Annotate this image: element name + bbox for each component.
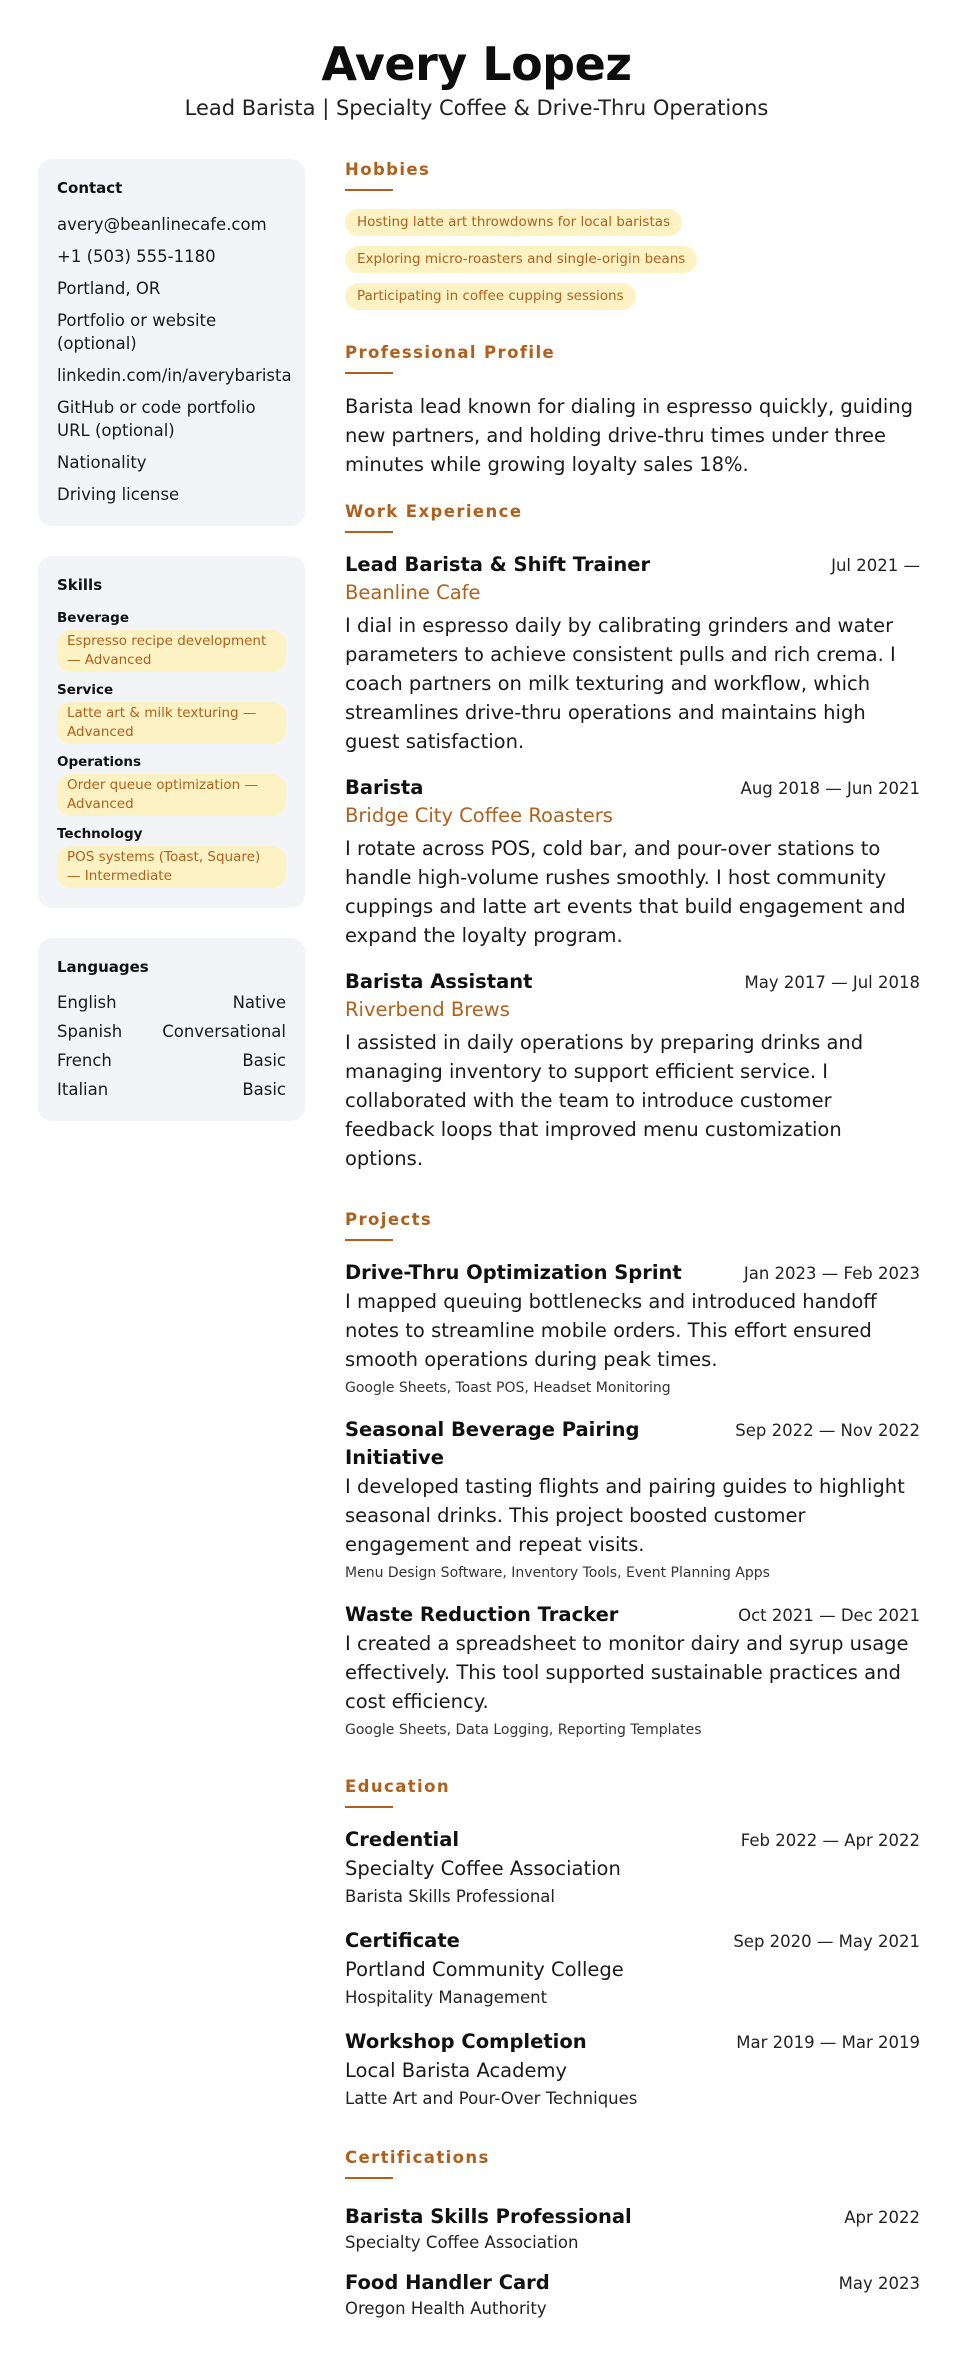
skill-group [57, 610, 286, 672]
contact-location: Portland, OR [57, 279, 161, 298]
certification-issuer: Oregon Health Authority [345, 2299, 547, 2318]
skill-group [57, 682, 286, 744]
language-name: Spanish [57, 1022, 123, 1041]
job-description: I assisted in daily operations by preparing drinks and managing inventory to support efficient service. I collaborated with the team to introduce customer feedback loops that improved menu customization options. [345, 1031, 864, 1170]
resume-header [0, 0, 953, 122]
field-of-study: Latte Art and Pour-Over Techniques [345, 2089, 638, 2108]
job-dates: Aug 2018 — Jun 2021 [740, 779, 920, 798]
job-dates: Jul 2021 — [831, 556, 920, 575]
language-row [57, 1021, 286, 1043]
project-entry [345, 1259, 920, 1398]
main-content [345, 159, 920, 2343]
skills-card [38, 556, 305, 908]
skill-group [57, 754, 286, 816]
degree-name: Credential [345, 1828, 460, 1851]
contact-nationality: Nationality [57, 453, 147, 472]
job-description: I rotate across POS, cold bar, and pour-over stations to handle high-volume rushes smoothly. I host community cuppings and latte art events that build engagement and expand the loyalty program. [345, 837, 906, 947]
school-name: Specialty Coffee Association [345, 1857, 621, 1880]
education-dates: Sep 2020 — May 2021 [733, 1932, 920, 1951]
certification-date: May 2023 [838, 2274, 920, 2293]
contact-linkedin[interactable]: linkedin.com/in/averybarista [57, 366, 292, 385]
certification-issuer: Specialty Coffee Association [345, 2233, 579, 2252]
project-tech: Google Sheets, Toast POS, Headset Monitoring [345, 1380, 671, 1396]
contact-card [38, 159, 305, 526]
language-level: Basic [242, 1051, 286, 1070]
contact-github: GitHub or code portfolio URL (optional) [57, 398, 256, 440]
skill-category: Technology [57, 826, 143, 842]
languages-card [38, 938, 305, 1121]
company-name: Riverbend Brews [345, 998, 510, 1021]
language-row [57, 992, 286, 1014]
education-entry [345, 1927, 920, 2010]
contact-portfolio: Portfolio or website (optional) [57, 311, 217, 353]
job-title: Barista [345, 776, 424, 799]
field-of-study: Barista Skills Professional [345, 1887, 556, 1906]
skill-category: Service [57, 682, 114, 698]
degree-name: Certificate [345, 1929, 460, 1952]
projects-section [345, 1209, 920, 1740]
hobby-pill: Participating in coffee cupping sessions [345, 283, 636, 310]
sidebar [38, 159, 305, 1151]
education-title: Education [345, 1777, 450, 1796]
skill-pill: Latte art & milk texturing — Advanced [57, 702, 286, 744]
experience-section [345, 501, 920, 1173]
profile-section [345, 342, 920, 479]
project-description: I mapped queuing bottlenecks and introduced handoff notes to streamline mobile orders. This effort ensured smooth operations during peak times. [345, 1290, 877, 1371]
project-description: I developed tasting flights and pairing guides to highlight seasonal drinks. This project boosted customer engagement and repeat visits. [345, 1475, 905, 1556]
project-tech: Menu Design Software, Inventory Tools, Event Planning Apps [345, 1565, 770, 1581]
language-row [57, 1079, 286, 1101]
contact-email[interactable]: avery@beanlinecafe.com [57, 215, 267, 234]
company-name: Bridge City Coffee Roasters [345, 804, 613, 827]
school-name: Local Barista Academy [345, 2059, 568, 2082]
language-row [57, 1050, 286, 1072]
certification-name: Barista Skills Professional [345, 2205, 632, 2228]
project-dates: Sep 2022 — Nov 2022 [735, 1421, 920, 1440]
section-divider [345, 1239, 393, 1241]
contact-title: Contact [57, 179, 123, 197]
certifications-title: Certifications [345, 2148, 490, 2167]
candidate-name: Avery Lopez [321, 37, 632, 91]
certification-date: Apr 2022 [844, 2208, 920, 2227]
project-name: Waste Reduction Tracker [345, 1603, 619, 1626]
degree-name: Workshop Completion [345, 2030, 587, 2053]
section-divider [345, 1806, 393, 1808]
section-divider [345, 531, 393, 533]
profile-summary: Barista lead known for dialing in espresso quickly, guiding new partners, and holding drive-thru times under three minutes while growing loyalty sales 18%. [345, 395, 914, 476]
education-entry [345, 1826, 920, 1909]
language-level: Conversational [162, 1022, 286, 1041]
experience-title: Work Experience [345, 502, 523, 521]
skill-pill: POS systems (Toast, Square) — Intermediate [57, 846, 286, 888]
skill-category: Operations [57, 754, 142, 770]
contact-phone[interactable]: +1 (503) 555-1180 [57, 247, 216, 266]
company-name: Beanline Cafe [345, 581, 481, 604]
field-of-study: Hospitality Management [345, 1988, 548, 2007]
skill-category: Beverage [57, 610, 129, 626]
candidate-headline: Lead Barista | Specialty Coffee & Drive-Thru Operations [184, 96, 769, 120]
project-dates: Oct 2021 — Dec 2021 [738, 1606, 920, 1625]
job-title: Barista Assistant [345, 970, 533, 993]
profile-title: Professional Profile [345, 343, 556, 362]
language-name: Italian [57, 1080, 109, 1099]
project-entry [345, 1601, 920, 1740]
project-tech: Google Sheets, Data Logging, Reporting Templates [345, 1722, 702, 1738]
school-name: Portland Community College [345, 1958, 624, 1981]
section-divider [345, 372, 393, 374]
certification-entry [345, 2269, 920, 2321]
skill-pill: Order queue optimization — Advanced [57, 774, 286, 816]
education-dates: Mar 2019 — Mar 2019 [736, 2033, 920, 2052]
experience-entry [345, 551, 920, 756]
project-dates: Jan 2023 — Feb 2023 [743, 1264, 920, 1283]
project-entry [345, 1416, 920, 1583]
language-level: Basic [242, 1080, 286, 1099]
language-name: French [57, 1051, 112, 1070]
hobbies-section [345, 159, 920, 320]
languages-title: Languages [57, 958, 149, 976]
hobbies-title: Hobbies [345, 160, 431, 179]
section-divider [345, 189, 393, 191]
section-divider [345, 2177, 393, 2179]
skill-pill: Espresso recipe development — Advanced [57, 630, 286, 672]
education-dates: Feb 2022 — Apr 2022 [740, 1831, 920, 1850]
hobby-pill: Hosting latte art throwdowns for local baristas [345, 209, 682, 236]
projects-title: Projects [345, 1210, 433, 1229]
project-name: Seasonal Beverage Pairing Initiative [345, 1418, 640, 1469]
project-description: I created a spreadsheet to monitor dairy and syrup usage effectively. This tool supported sustainable practices and cost efficiency. [345, 1632, 909, 1713]
job-dates: May 2017 — Jul 2018 [744, 973, 920, 992]
certification-name: Food Handler Card [345, 2271, 550, 2294]
job-title: Lead Barista & Shift Trainer [345, 553, 651, 576]
skills-title: Skills [57, 576, 103, 594]
education-entry [345, 2028, 920, 2111]
certification-entry [345, 2203, 920, 2255]
experience-entry [345, 968, 920, 1173]
contact-driving-license: Driving license [57, 485, 180, 504]
language-level: Native [232, 993, 286, 1012]
job-description: I dial in espresso daily by calibrating grinders and water parameters to achieve consistent pulls and rich crema. I coach partners on milk texturing and workflow, which streamlines drive-thru operations and maintains high guest satisfaction. [345, 614, 896, 753]
experience-entry [345, 774, 920, 950]
hobby-pill: Exploring micro-roasters and single-origin beans [345, 246, 697, 273]
language-name: English [57, 993, 117, 1012]
education-section [345, 1776, 920, 2111]
skill-group [57, 826, 286, 888]
project-name: Drive-Thru Optimization Sprint [345, 1261, 682, 1284]
certifications-section [345, 2147, 920, 2321]
